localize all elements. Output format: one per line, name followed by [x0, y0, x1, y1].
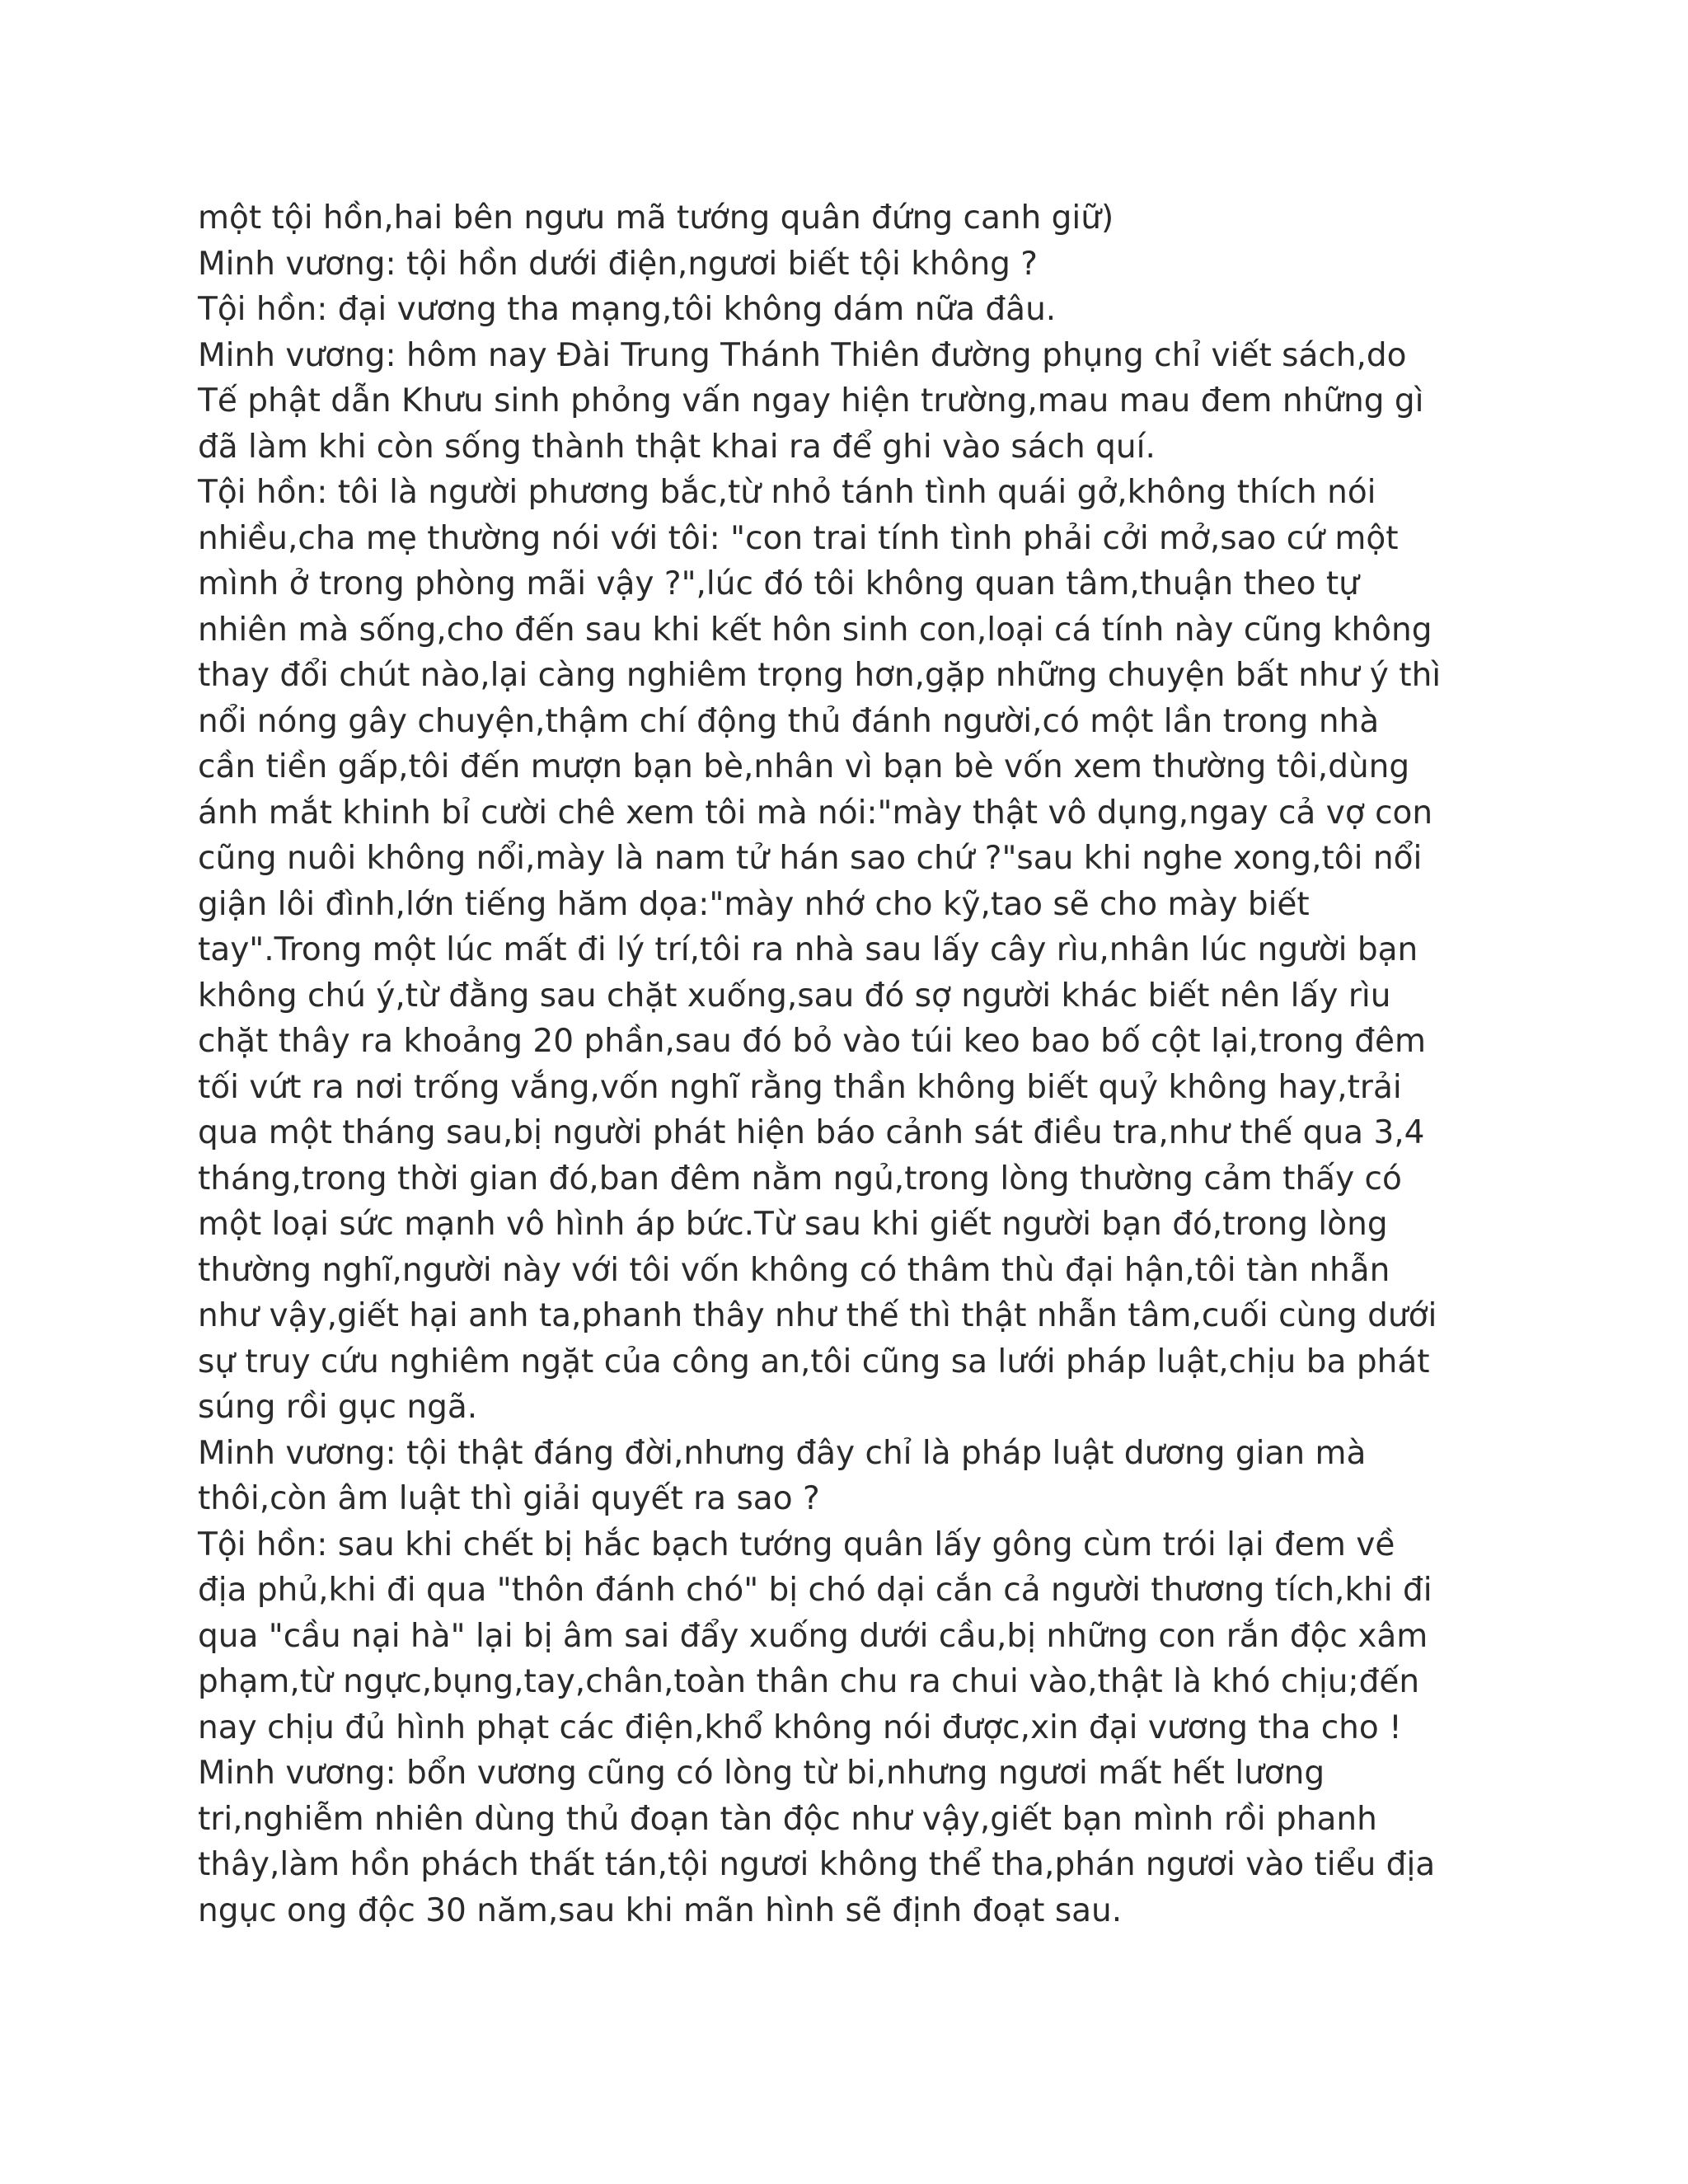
text-line: chặt thây ra khoảng 20 phần,sau đó bỏ vào túi keo bao bố cột lại,trong đêm — [198, 1023, 1427, 1060]
text-line: ngục ong độc 30 năm,sau khi mãn hình sẽ định đoạt sau. — [198, 1891, 1123, 1929]
text-line: nay chịu đủ hình phạt các điện,khổ không nói được,xin đại vương tha cho ! — [198, 1708, 1402, 1746]
text-line: đã làm khi còn sống thành thật khai ra để ghi vào sách quí. — [198, 428, 1156, 466]
text-line: nhiên mà sống,cho đến sau khi kết hôn sinh con,loại cá tính này cũng không — [198, 611, 1432, 649]
text-line: súng rồi gục ngã. — [198, 1389, 478, 1426]
text-line: như vậy,giết hại anh ta,phanh thây như thế thì thật nhẫn tâm,cuối cùng dưới — [198, 1297, 1437, 1334]
text-line: nhiều,cha mẹ thường nói với tôi: "con trai tính tình phải cởi mở,sao cứ một — [198, 519, 1399, 557]
text-line: tối vứt ra nơi trống vắng,vốn nghĩ rằng thần không biết quỷ không hay,trải — [198, 1068, 1402, 1106]
text-line: Tội hồn: đại vương tha mạng,tôi không dám nữa đâu. — [198, 291, 1057, 328]
text-line: một tội hồn,hai bên ngưu mã tướng quân đứng canh giữ) — [198, 199, 1114, 237]
text-line: Minh vương: tội hồn dưới điện,ngươi biết tội không ? — [198, 245, 1039, 283]
text-line: nổi nóng gây chuyện,thậm chí động thủ đánh người,có một lần trong nhà — [198, 702, 1380, 740]
text-line: sự truy cứu nghiêm ngặt của công an,tôi cũng sa lưới pháp luật,chịu ba phát — [198, 1343, 1430, 1380]
text-line: thay đổi chút nào,lại càng nghiêm trọng hơn,gặp những chuyện bất như ý thì — [198, 657, 1442, 694]
text-line: tay".Trong một lúc mất đi lý trí,tôi ra nhà sau lấy cây rìu,nhân lúc người bạn — [198, 931, 1418, 968]
document-body-text — [198, 195, 1500, 1933]
text-line: Tội hồn: sau khi chết bị hắc bạch tướng quân lấy gông cùm trói lại đem về — [198, 1526, 1395, 1563]
text-line: thây,làm hồn phách thất tán,tội ngươi không thể tha,phán ngươi vào tiểu địa — [198, 1846, 1436, 1883]
text-line: cần tiền gấp,tôi đến mượn bạn bè,nhân vì bạn bè vốn xem thường tôi,dùng — [198, 748, 1410, 785]
text-line: Tế phật dẫn Khưu sinh phỏng vấn ngay hiện trường,mau mau đem những gì — [198, 382, 1424, 419]
text-line: mình ở trong phòng mãi vậy ?",lúc đó tôi không quan tâm,thuận theo tự — [198, 565, 1359, 602]
text-line: tháng,trong thời gian đó,ban đêm nằm ngủ,trong lòng thường cảm thấy có — [198, 1160, 1402, 1197]
text-line: thường nghĩ,người này với tôi vốn không có thâm thù đại hận,tôi tàn nhẫn — [198, 1251, 1390, 1289]
text-line: cũng nuôi không nổi,mày là nam tử hán sao chứ ?"sau khi nghe xong,tôi nổi — [198, 840, 1423, 877]
text-line: giận lôi đình,lớn tiếng hăm dọa:"mày nhớ cho kỹ,tao sẽ cho mày biết — [198, 885, 1310, 923]
text-line: Minh vương: hôm nay Đài Trung Thánh Thiên đường phụng chỉ viết sách,do — [198, 336, 1407, 374]
text-line: ánh mắt khinh bỉ cười chê xem tôi mà nói:"mày thật vô dụng,ngay cả vợ con — [198, 794, 1433, 832]
text-line: Minh vương: tội thật đáng đời,nhưng đây chỉ là pháp luật dương gian mà — [198, 1434, 1367, 1472]
text-line: thôi,còn âm luật thì giải quyết ra sao ? — [198, 1480, 820, 1517]
text-line: Minh vương: bổn vương cũng có lòng từ bi,nhưng ngươi mất hết lương — [198, 1755, 1325, 1792]
text-line: qua một tháng sau,bị người phát hiện báo cảnh sát điều tra,như thế qua 3,4 — [198, 1114, 1425, 1151]
text-line: địa phủ,khi đi qua "thôn đánh chó" bị chó dại cắn cả người thương tích,khi đi — [198, 1572, 1432, 1609]
text-line: Tội hồn: tôi là người phương bắc,từ nhỏ tánh tình quái gở,không thích nói — [198, 474, 1376, 511]
text-line: không chú ý,từ đằng sau chặt xuống,sau đó sợ người khác biết nên lấy rìu — [198, 977, 1391, 1015]
text-line: qua "cầu nại hà" lại bị âm sai đẩy xuống dưới cầu,bị những con rắn độc xâm — [198, 1617, 1428, 1655]
text-line: tri,nghiễm nhiên dùng thủ đoạn tàn độc như vậy,giết bạn mình rồi phanh — [198, 1800, 1377, 1838]
text-line: phạm,từ ngực,bụng,tay,chân,toàn thân chu ra chui vào,thật là khó chịu;đến — [198, 1663, 1420, 1700]
text-line: một loại sức mạnh vô hình áp bức.Từ sau khi giết người bạn đó,trong lòng — [198, 1206, 1388, 1243]
